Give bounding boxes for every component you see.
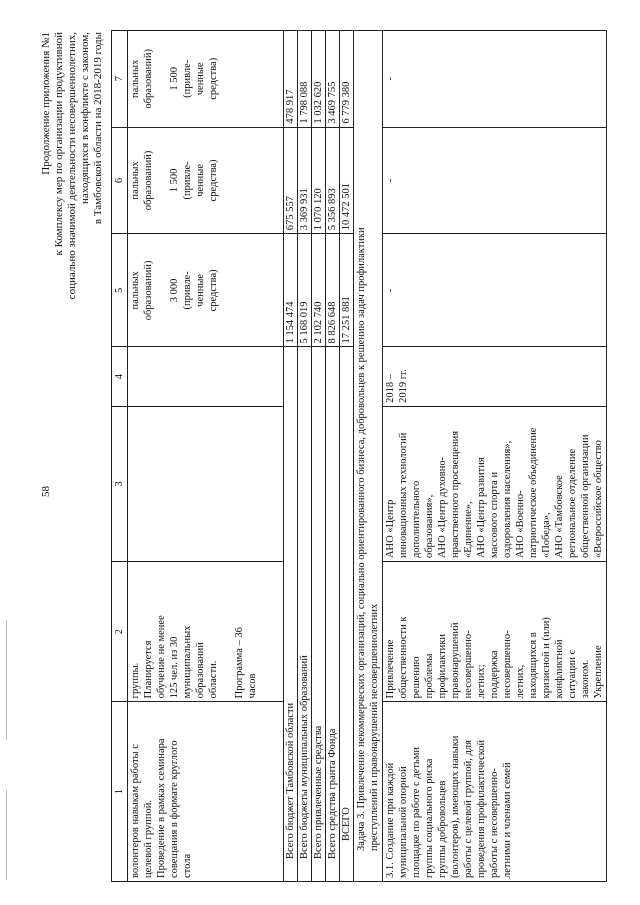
totals-label: Всего бюджеты муниципальных образований (298, 347, 312, 882)
totals-row (312, 31, 326, 882)
header-line: к Комплексу мер по организации продуктивной (53, 32, 65, 256)
funding-2019-cell: пальных образований) 1 500 (привле- ченные средства) (128, 31, 284, 128)
term-cell: 2018 – 2019 гг. (383, 347, 607, 406)
rotated-page-content (40, 22, 604, 882)
scan-edge-mark (6, 620, 7, 740)
totals-label: ВСЕГО (340, 347, 354, 882)
measures-table (111, 30, 607, 882)
funding-2018-cell: - (383, 127, 607, 234)
column-number-row (112, 31, 128, 882)
totals-value: 1 070 120 (312, 127, 326, 234)
totals-row (298, 31, 312, 882)
total-funding-cell: - (383, 234, 607, 347)
totals-label: Всего бюджет Тамбовской области (284, 347, 298, 882)
totals-value: 5 168 019 (298, 234, 312, 347)
measure-cell: волонтеров навыкам работы с целевой группой. Проведение в рамках семинара совещания в формате круглого стола (128, 702, 284, 882)
column-number: 3 (112, 406, 128, 561)
task-heading: Задача 3. Привлечение некоммерческих организаций, социально ориентированного бизнеса, добровольцев к решению задач профилактики преступлений и правонарушений несовершеннолетних (354, 31, 383, 882)
totals-row (284, 31, 298, 882)
totals-row (326, 31, 340, 882)
appendix-header (40, 32, 105, 392)
task-heading-row (354, 31, 383, 882)
scan-edge-mark (6, 790, 7, 880)
totals-value: 5 356 893 (326, 127, 340, 234)
totals-value: 1 032 620 (312, 31, 326, 128)
result-cell: Привлечение общественности к решению проблемы профилактики правонарушений несовершенно- летних; поддержка несовершенно- летних, находящихся в кризисной и (или) конфликтной ситуации с законом. Укрепление (383, 562, 607, 702)
totals-value: 3 469 755 (326, 31, 340, 128)
column-number: 5 (112, 234, 128, 347)
totals-value: 6 779 380 (340, 31, 354, 128)
measure-cell: 3.1. Создание при каждой муниципальной опорной площадке по работе с детьми группы социального риска группы добровольцев (волонтеров), имеющих навыки работы с целевой группой, для проведения профилактической работы с несовершенно- летними и членами семей (383, 702, 607, 882)
totals-value: 1 154 474 (284, 234, 298, 347)
column-number: 7 (112, 31, 128, 128)
total-funding-cell: пальных образований) 3 000 (привле- ченные средства) (128, 234, 284, 347)
column-number: 6 (112, 127, 128, 234)
totals-value: 2 102 740 (312, 234, 326, 347)
totals-value: 17 251 881 (340, 234, 354, 347)
result-cell: группы. Планируется обучение не менее 125 чел. из 30 муниципальных образований области. Программа – 36 часов (128, 562, 284, 702)
header-line: социально значимой деятельности несовершеннолетних, (66, 32, 78, 300)
term-cell (128, 347, 284, 406)
grand-total-row (340, 31, 354, 882)
header-line: в Тамбовской области на 2018-2019 годы (92, 32, 104, 225)
funding-2018-cell: пальных образований) 1 500 (привле- ченные средства) (128, 127, 284, 234)
totals-value: 8 826 648 (326, 234, 340, 347)
header-line: Продолжение приложения №1 (40, 32, 52, 175)
totals-label: Всего привлеченные средства (312, 347, 326, 882)
totals-label: Всего средства гранта Фонда (326, 347, 340, 882)
totals-value: 10 472 501 (340, 127, 354, 234)
funding-2019-cell: - (383, 31, 607, 128)
executor-cell: АНО «Центр инновационных технологий дополнительного образования», АНО «Центр духовно- нравственного просвещения «Единение», АНО «Центр развития массового спорта и оздоровления населения», АНО «Военно- патриотическое объединение «Победа», АНО «Тамбовское региональное отделение общественной организации «Всероссийское общество (383, 406, 607, 561)
totals-value: 478 917 (284, 31, 298, 128)
table-row (383, 31, 607, 882)
column-number: 4 (112, 347, 128, 406)
executor-cell (128, 406, 284, 561)
totals-value: 3 369 931 (298, 127, 312, 234)
table-row (128, 31, 284, 882)
column-number: 2 (112, 562, 128, 702)
totals-value: 675 557 (284, 127, 298, 234)
totals-value: 1 798 088 (298, 31, 312, 128)
column-number: 1 (112, 702, 128, 882)
page-number: 58 (40, 486, 52, 497)
header-line: находящихся в конфликте с законом, (79, 32, 91, 204)
